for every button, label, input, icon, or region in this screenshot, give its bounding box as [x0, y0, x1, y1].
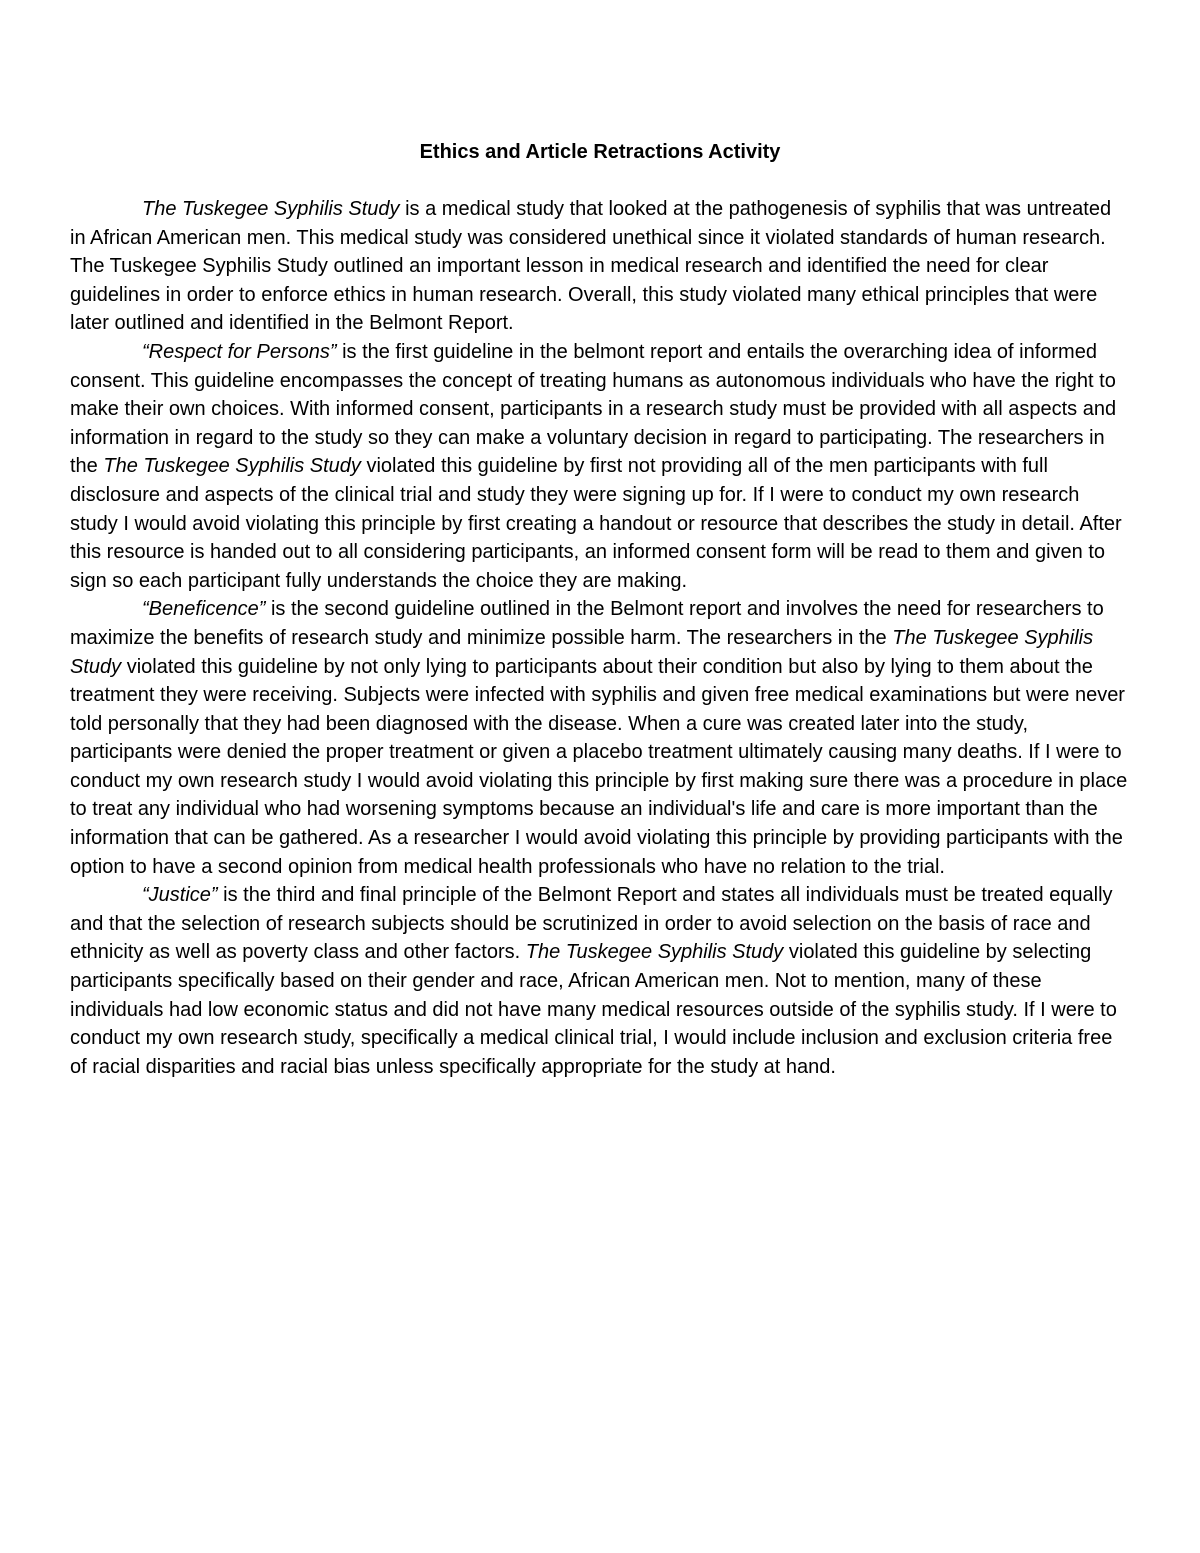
study-name: The Tuskegee Syphilis Study [142, 198, 400, 220]
paragraph-text: violated this guideline by not only lying to participants about their condition but also by lying to them about the treatment they were receiving. Subjects were infected with syphilis and given free medical examinations but were never told personally that they had been diagnosed with the disease. When a cure was created later into the study, participants were denied the proper treatment or given a placebo treatment ultimately causing many deaths. If I were to conduct my own research study I would avoid violating this principle by first making sure there was a procedure in place to treat any individual who had worsening symptoms because an individual's life and care is more important than the information that can be gathered. As a researcher I would avoid violating this principle by providing participants with the option to have a second opinion from medical health professionals who have no relation to the trial. [70, 655, 1128, 878]
paragraph-text: is the third and final principle of the Belmont Report and states all individuals must be treated equally and that the selection of research subjects should be scrutinized in order to avoid selection on the basis of race and ethnicity as well as poverty class and other factors. [70, 884, 1113, 964]
paragraph-text: violated this guideline by selecting participants specifically based on their gender and race, African American men. Not to mention, many of these individuals had low economic status and did not have many medical resources outside of the syphilis study. If I were to conduct my own research study, specifically a medical clinical trial, I would include inclusion and exclusion criteria free of racial disparities and racial bias unless specifically appropriate for the study at hand. [70, 941, 1117, 1078]
paragraph-text: is a medical study that looked at the pathogenesis of syphilis that was untreated in African American men. This medical study was considered unethical since it violated standards of human research. The Tuskegee Syphilis Study outlined an important lesson in medical research and identified the need for clear guidelines in order to enforce ethics in human research. Overall, this study violated many ethical principles that were later outlined and identified in the Belmont Report. [70, 198, 1112, 335]
document-body [70, 195, 1132, 1081]
paragraph-beneficence [70, 595, 1132, 881]
paragraph-justice [70, 881, 1132, 1081]
principle-name: “Justice” [142, 884, 218, 907]
paragraph-respect-for-persons [70, 338, 1132, 595]
paragraph-text: violated this guideline by first not providing all of the men participants with full disclosure and aspects of the clinical trial and study they were signing up for. If I were to conduct my own research study I would avoid violating this principle by first creating a handout or resource that describes the study in detail. After this resource is handed out to all considering participants, an informed consent form will be read to them and given to sign so each participant fully understands the choice they are making. [70, 455, 1122, 592]
study-name: The Tuskegee Syphilis Study [70, 626, 1094, 678]
paragraph-intro [70, 195, 1132, 338]
principle-name: “Beneficence” [142, 598, 266, 621]
principle-name: “Respect for Persons” [142, 340, 337, 363]
document-title: Ethics and Article Retractions Activity [419, 141, 781, 163]
paragraph-text: is the second guideline outlined in the Belmont report and involves the need for researchers to maximize the benefits of research study and minimize possible harm. The researchers in the [70, 598, 1104, 649]
study-name: The Tuskegee Syphilis Study [525, 941, 784, 964]
paragraph-text: is the first guideline in the belmont report and entails the overarching idea of informed consent. This guideline encompasses the concept of treating humans as autonomous individuals who have the right to make their own choices. With informed consent, participants in a research study must be provided with all aspects and information in regard to the study so they can make a voluntary decision in regard to participating. The researchers in the [70, 340, 1117, 478]
study-name: The Tuskegee Syphilis Study [103, 455, 361, 478]
